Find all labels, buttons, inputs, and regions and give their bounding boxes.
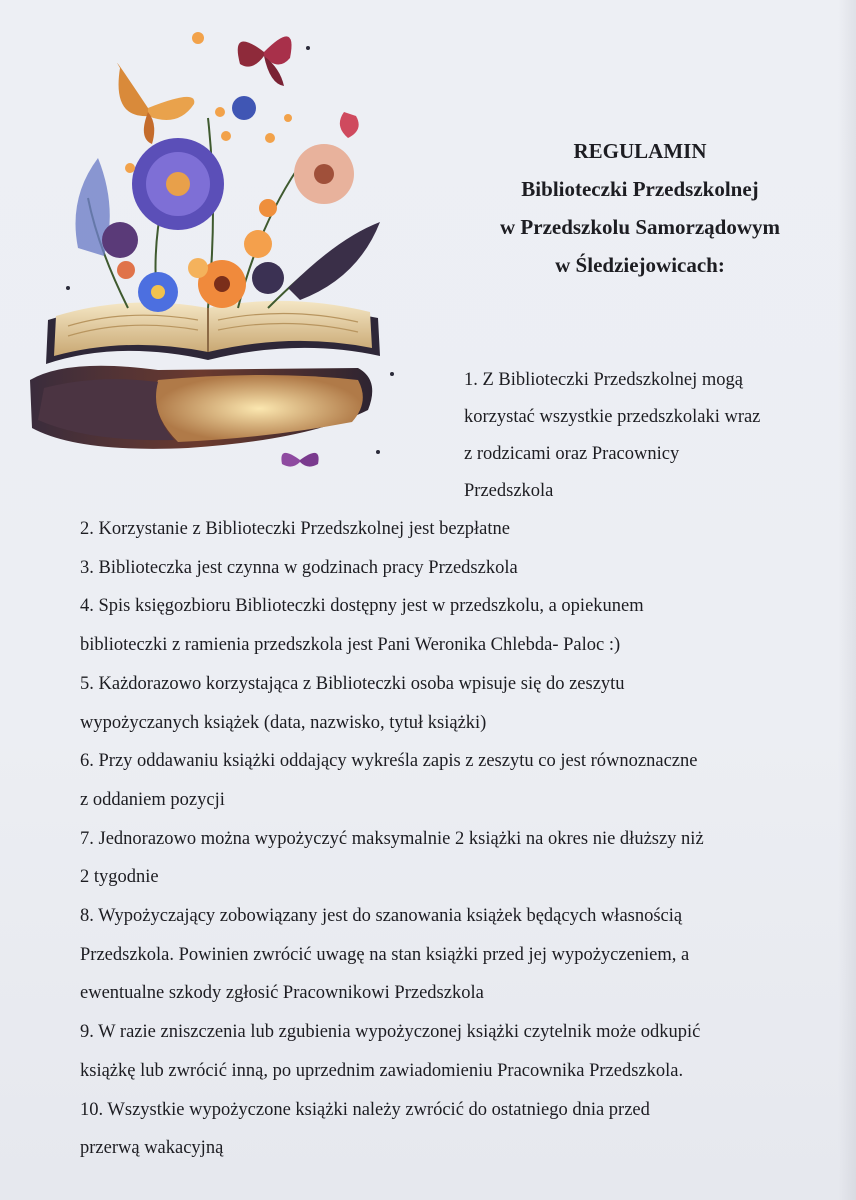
rule-line: 5. Każdorazowo korzystająca z Biblioteczki osoba wpisuje się do zeszytu <box>80 673 625 694</box>
rule-line: biblioteczki z ramienia przedszkola jest Pani Weronika Chlebda- Paloc :) <box>80 635 621 656</box>
flower-large-purple <box>132 138 224 230</box>
rule-item-1 <box>464 362 844 510</box>
rule-line: 9. W razie zniszczenia lub zgubienia wypożyczonej książki czytelnik może odkupić <box>80 1022 701 1043</box>
title-subtitle: Biblioteczki Przedszkolnej <box>521 177 759 201</box>
rule-line: 3. Biblioteczka jest czynna w godzinach pracy Przedszkola <box>80 557 518 578</box>
rule-item-4 <box>80 587 840 664</box>
rule-line: 8. Wypożyczający zobowiązany jest do szanowania książek będących własnością <box>80 906 683 927</box>
rule-line: 7. Jednorazowo można wypożyczyć maksymalnie 2 książki na okres nie dłuższy niż <box>80 828 704 849</box>
leaf-right <box>288 222 380 300</box>
title-institution: w Przedszkolu Samorządowym <box>500 215 780 239</box>
title-heading: REGULAMIN <box>573 139 707 163</box>
rule-line: Przedszkola. Powinien zwrócić uwagę na stan książki przed jej wypożyczeniem, a <box>80 944 690 965</box>
butterfly-purple-bottom <box>281 453 318 467</box>
rule-line: 2 tygodnie <box>80 867 159 888</box>
document-title <box>440 132 840 284</box>
books-flowers-illustration <box>8 8 400 478</box>
rule-item-9 <box>80 1013 840 1090</box>
rule-line: 4. Spis księgozbioru Biblioteczki dostępny jest w przedszkolu, a opiekunem <box>80 596 644 617</box>
rule-item-2 <box>80 510 840 549</box>
flower-pink <box>294 144 354 204</box>
title-location: w Śledziejowicach: <box>555 253 725 277</box>
rule-item-7 <box>80 820 840 897</box>
rule-line: korzystać wszystkie przedszkolaki wraz <box>464 407 761 427</box>
rule-line: przerwą wakacyjną <box>80 1138 224 1159</box>
rule-item-3 <box>80 549 840 588</box>
rule-item-6 <box>80 742 840 819</box>
rule-line: wypożyczanych książek (data, nazwisko, tytuł książki) <box>80 712 487 733</box>
rule-line: 6. Przy oddawaniu książki oddający wykreśla zapis z zeszytu co jest równoznaczne <box>80 751 698 772</box>
butterfly-orange <box>117 63 194 144</box>
open-book <box>46 301 380 364</box>
rule-line: 1. Z Biblioteczki Przedszkolnej mogą <box>464 370 743 390</box>
butterfly-pink-small <box>340 112 359 138</box>
rule-line: 2. Korzystanie z Biblioteczki Przedszkolnej jest bezpłatne <box>80 519 510 539</box>
rule-item-5 <box>80 665 840 742</box>
butterfly-red <box>238 36 292 86</box>
rule-line: z rodzicami oraz Pracownicy <box>464 444 680 464</box>
flower-blue <box>138 272 178 312</box>
rules-list <box>80 510 840 1168</box>
rule-line: książkę lub zwrócić inną, po uprzednim zawiadomieniu Pracownika Przedszkola. <box>80 1060 684 1081</box>
rule-line: z oddaniem pozycji <box>80 789 225 810</box>
rule-line: 10. Wszystkie wypożyczone książki należy zwrócić do ostatniego dnia przed <box>80 1099 650 1120</box>
rule-line: ewentualne szkody zgłosić Pracownikowi Przedszkola <box>80 983 484 1004</box>
rule-line: Przedszkola <box>464 481 554 501</box>
rule-item-8 <box>80 897 840 1013</box>
bottom-book <box>30 366 372 449</box>
rule-item-10 <box>80 1091 840 1168</box>
